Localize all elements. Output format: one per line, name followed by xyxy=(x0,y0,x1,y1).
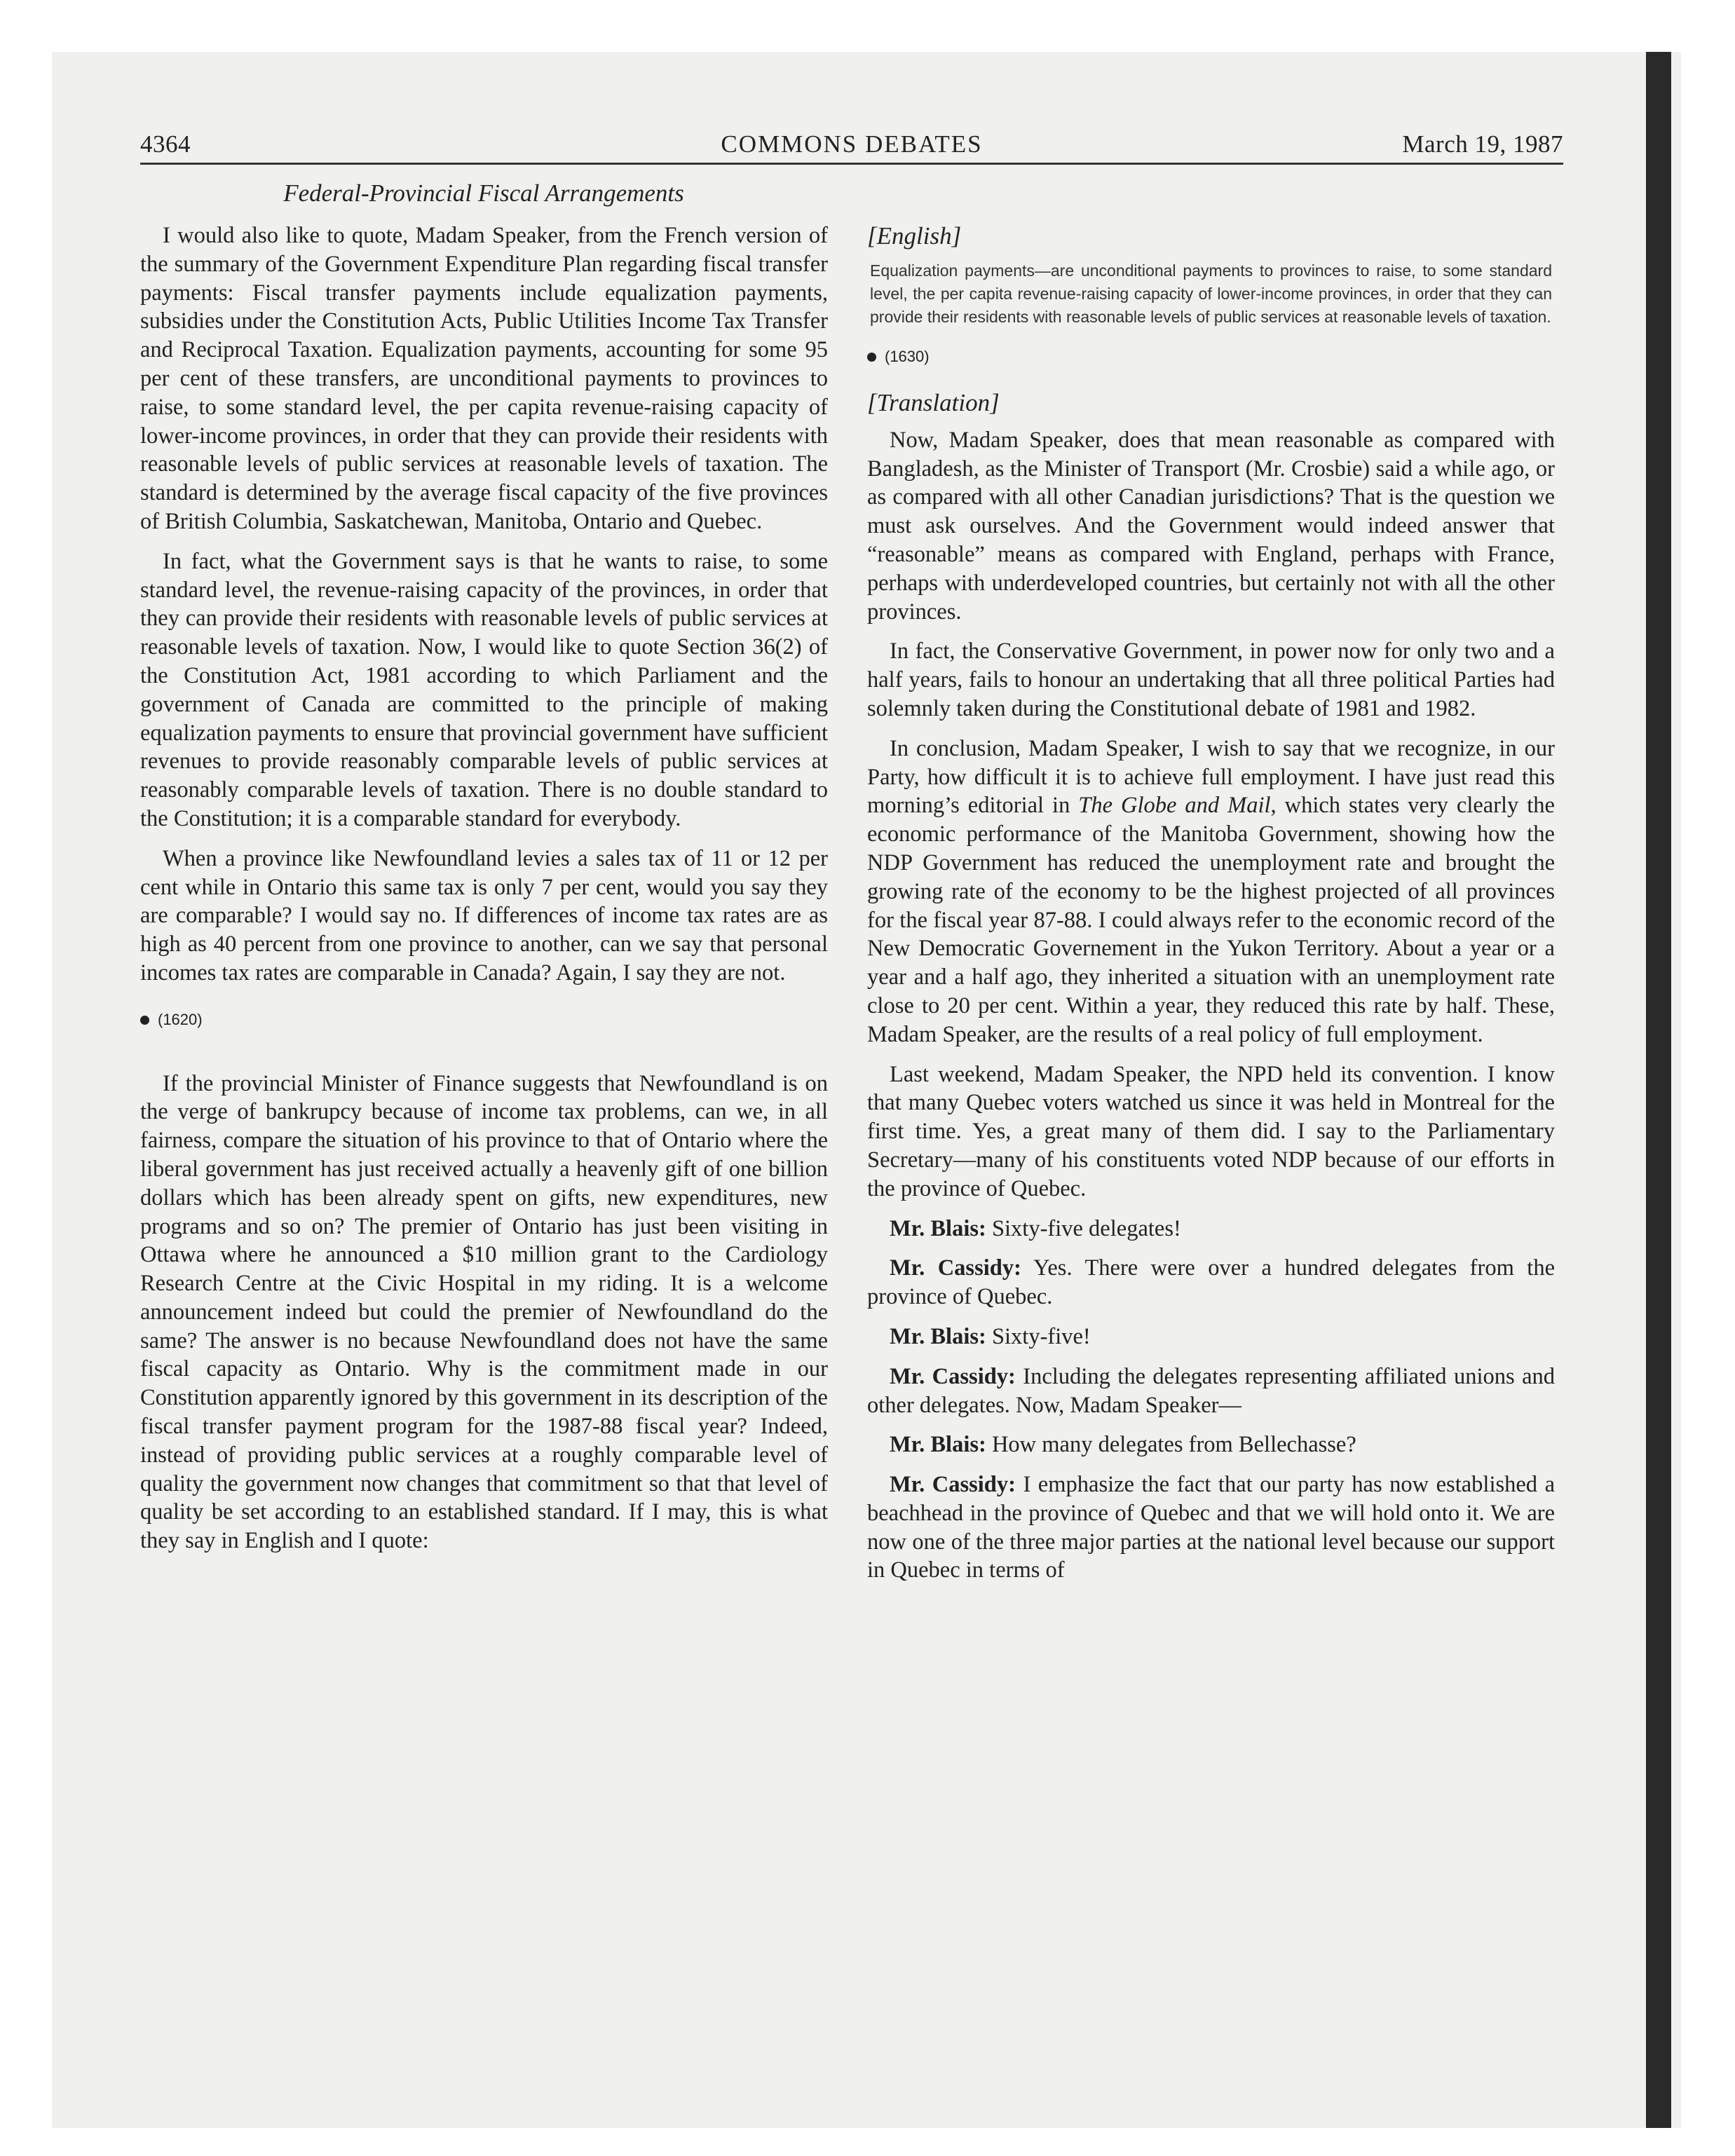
paragraph xyxy=(867,735,1555,1049)
speech-text: How many delegates from Bellechasse? xyxy=(986,1432,1356,1458)
paragraph: When a province like Newfoundland levies a sales tax of 11 or 12 per cent while in Ontario this same tax is only 7 per cent, would you say they are comparable? I would say no. If differences of income tax rates are as high as 40 percent from one province to another, can we say that personal incomes tax rates are comparable in Canada? Again, I say they are not. xyxy=(140,845,828,985)
speech-text: Including the delegates representing affiliated unions and other delegates. Now, Madam Speaker— xyxy=(867,1363,1555,1418)
debate-exchanges xyxy=(867,1215,1555,1585)
subject-heading: Federal-Provincial Fiscal Arrangements xyxy=(283,179,684,207)
time-marker-text: (1630) xyxy=(885,348,930,365)
paragraph-text: In conclusion, Madam Speaker, I wish to say that we recognize, in our Party, how difficult it is to achieve full employment. I have just read this morning’s editorial in xyxy=(867,735,1555,819)
speech-paragraph xyxy=(867,1254,1555,1311)
paragraph: In fact, the Conservative Government, in power now for only two and a half years, fails to honour an undertaking that all three political Parties had solemnly taken during the Constitutional debate of 1981 and 1982. xyxy=(867,639,1555,721)
speech-paragraph xyxy=(867,1431,1555,1459)
bullet-icon xyxy=(867,353,876,362)
block-quote: Equalization payments—are unconditional payments to provinces to raise, to some standard level, the per capita revenue-raising capacity of lower-income provinces, in order that they can provide their residents with reasonable levels of public services at reasonable levels of taxation. xyxy=(870,261,1552,326)
speech-paragraph xyxy=(867,1215,1555,1243)
speaker-name: Mr. Blais: xyxy=(890,1215,986,1241)
right-column xyxy=(867,221,1555,1596)
paragraph: Now, Madam Speaker, does that mean reasonable as compared with Bangladesh, as the Minister of Transport (Mr. Crosbie) said a while ago, or as compared with all other Canadian jurisdictions? That is the question we must ask ourselves. And the Government would indeed answer that “reasonable” means as compared with England, perhaps with France, perhaps with underdeveloped countries, but certainly not with all the other provinces. xyxy=(867,427,1555,625)
page-header xyxy=(140,130,1563,164)
paragraph: In fact, what the Government says is that he wants to raise, to some standard level, the revenue-raising capacity of the provinces, in order that they can provide their residents with reasonable levels of public services at reasonable levels of taxation. Now, I would like to quote Section 36(2) of the Constitution Act, 1981 according to which Parliament and the government of Canada are committed to the principle of making equalization payments to ensure that provincial government have sufficient revenues to provide reasonably comparable levels of public services at reasonably comparable levels of taxation. There is no double standard to the Constitution; it is a comparable standard for everybody. xyxy=(140,548,828,831)
binding-edge xyxy=(1646,52,1671,2128)
bullet-icon xyxy=(140,1016,149,1025)
speaker-name: Mr. Cassidy: xyxy=(890,1255,1021,1281)
paragraph: If the provincial Minister of Finance suggests that Newfoundland is on the verge of bankrupcy because of income tax problems, can we, in all fairness, compare the situation of his province to that of Ontario where the liberal government has just received actually a heavenly gift of one billion dollars which has been already spent on gifts, new expenditures, new programs and so on? The premier of Ontario has just been visiting in Ottawa where he announced a $10 million grant to the Cardiology Research Centre at the Civic Hospital in my riding. It is a welcome announcement indeed but could the premier of Newfoundland do the same? The answer is no because Newfoundland does not have the same fiscal capacity as Ontario. Why is the commitment made in our Constitution apparently ignored by this government in its description of the fiscal transfer payment program for the 1987-88 fiscal year? Indeed, instead of providing public services at a roughly comparable level of quality the government now changes that commitment so that that level of quality be set according to an established standard. If I may, this is what they say in English and I quote: xyxy=(140,1070,828,1554)
speaker-name: Mr. Cassidy: xyxy=(890,1472,1016,1498)
issue-date: March 19, 1987 xyxy=(1402,130,1563,158)
speech-text: Sixty-five! xyxy=(986,1323,1091,1349)
speaker-name: Mr. Cassidy: xyxy=(890,1363,1016,1389)
paragraph-text: , which states very clearly the economic performance of the Manitoba Government, showing how the NDP Government has reduced the unemployment rate and brought the growing rate of the economy to be the highest projected of all provinces for the fiscal year 87-88. I could always refer to the economic record of the New Democratic Governement in the Yukon Territory. About a year or a year and a half ago, they inherited a situation with an unemployment rate close to 20 per cent. Within a year, they reduced this rate by half. These, Madam Speaker, are the results of a real policy of full employment. xyxy=(867,793,1555,1047)
page-number: 4364 xyxy=(140,130,191,158)
header-rule xyxy=(140,163,1563,165)
language-marker: [Translation] xyxy=(867,388,1000,416)
time-marker-text: (1620) xyxy=(158,1010,203,1028)
publication-title: COMMONS DEBATES xyxy=(721,130,983,158)
speaker-name: Mr. Blais: xyxy=(890,1432,986,1458)
time-marker xyxy=(140,1006,828,1035)
paragraph: I would also like to quote, Madam Speaker, from the French version of the summary of the Government Expenditure Plan regarding fiscal transfer payments: Fiscal transfer payments include equalization payments, subsidies under the Constitution Acts, Public Utilities Income Tax Transfer and Reciprocal Taxation. Equalization payments, accounting for some 95 per cent of these transfers, are unconditional payments to provinces to raise, to some standard level, the per capita revenue-raising capacity of lower-income provinces, in order that they can provide their residents with reasonable levels of public services at reasonable levels of taxation. The standard is determined by the average fiscal capacity of the five provinces of British Columbia, Saskatchewan, Manitoba, Ontario and Quebec. xyxy=(140,223,828,534)
speech-text: I emphasize the fact that our party has now established a beachhead in the province of Quebec and that we will hold onto it. We are now one of the three major parties at the national level because our support in Quebec in terms of xyxy=(867,1472,1555,1583)
left-column xyxy=(140,221,828,1567)
speech-text: Sixty-five delegates! xyxy=(986,1215,1181,1241)
paragraph: Last weekend, Madam Speaker, the NPD held its convention. I know that many Quebec voters watched us since it was held in Montreal for the first time. Yes, a great many of them did. I say to the Parliamentary Secretary—many of his constituents voted NDP because of our efforts in the province of Quebec. xyxy=(867,1061,1555,1201)
speech-paragraph xyxy=(867,1363,1555,1420)
time-marker xyxy=(867,343,1555,371)
speech-paragraph xyxy=(867,1471,1555,1585)
speaker-name: Mr. Blais: xyxy=(890,1323,986,1349)
language-marker: [English] xyxy=(867,222,962,250)
newspaper-title: The Globe and Mail xyxy=(1078,793,1271,819)
speech-paragraph xyxy=(867,1323,1555,1351)
speech-text: Yes. There were over a hundred delegates from the province of Quebec. xyxy=(867,1255,1556,1310)
